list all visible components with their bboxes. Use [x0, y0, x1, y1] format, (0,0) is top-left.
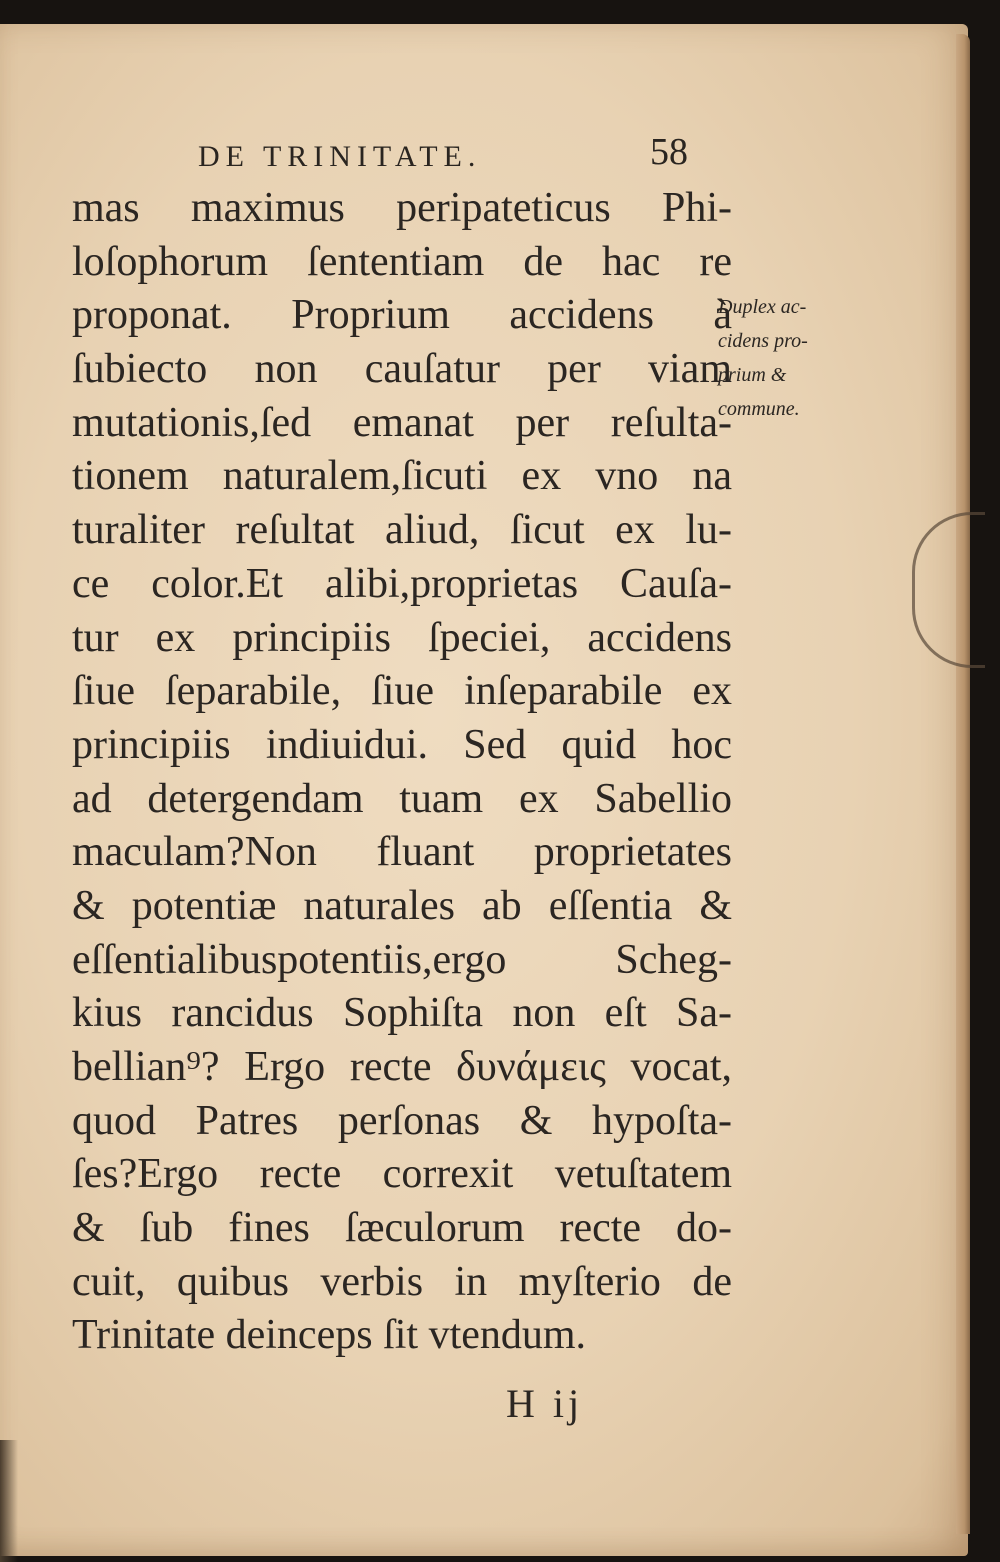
text-line: maculam?Non fluant proprietates: [72, 829, 732, 876]
page-header: [198, 130, 718, 180]
text-line: ſubiecto non cauſatur per viam: [72, 346, 732, 393]
text-line: Trinitate deinceps ſit vtendum.: [72, 1312, 587, 1359]
text-line: turaliter reſultat aliud, ſicut ex lu-: [72, 507, 732, 554]
text-line: ce color.Et alibi,proprietas Cauſa-: [72, 560, 732, 607]
marginal-note-line: cidens pro-: [718, 330, 808, 352]
folio-number: 58: [650, 131, 688, 173]
marginal-note-line: Duplex ac-: [718, 296, 807, 318]
running-title: DE TRINITATE.: [198, 140, 482, 173]
text-line: ad detergendam tuam ex Sabellio: [72, 775, 732, 822]
text-line: ſiue ſeparabile, ſiue inſeparabile ex: [72, 668, 732, 715]
marginal-note: [718, 290, 868, 426]
text-line: principiis indiuidui. Sed quid hoc: [72, 721, 732, 768]
text-line: eſſentialibuspotentiis,ergo Scheg-: [72, 936, 732, 983]
signature-mark: H ij: [506, 1381, 584, 1426]
text-line: bellian⁹? Ergo recte δυνάμεις vocat,: [72, 1044, 732, 1090]
text-line: quod Patres perſonas & hypoſta-: [72, 1097, 732, 1144]
text-line: loſophorum ſententiam de hac re: [72, 238, 732, 285]
text-line: & potentiæ naturales ab eſſentia &: [72, 882, 732, 929]
body-text: [72, 182, 732, 1363]
text-line: proponat. Proprium accidens à: [72, 292, 732, 339]
text-line: kius rancidus Sophiſta non eſt Sa-: [72, 990, 732, 1037]
text-line: & ſub fines ſæculorum recte do-: [72, 1205, 732, 1252]
text-line: cuit, quibus verbis in myſterio de: [72, 1258, 732, 1305]
text-line: mutationis,ſed emanat per reſulta-: [72, 399, 732, 446]
marginal-note-line: commune.: [718, 398, 800, 420]
text-line: mas maximus peripateticus Phi-: [72, 185, 732, 231]
page-edge: [956, 34, 970, 1534]
marginal-note-line: prium &: [718, 364, 787, 386]
text-line: tionem naturalem,ſicuti ex vno na: [72, 453, 732, 500]
binding-stain: [0, 1440, 18, 1562]
text-line: ſes?Ergo recte correxit vetuſtatem: [72, 1151, 732, 1198]
text-line: tur ex principiis ſpeciei, accidens: [72, 614, 732, 661]
